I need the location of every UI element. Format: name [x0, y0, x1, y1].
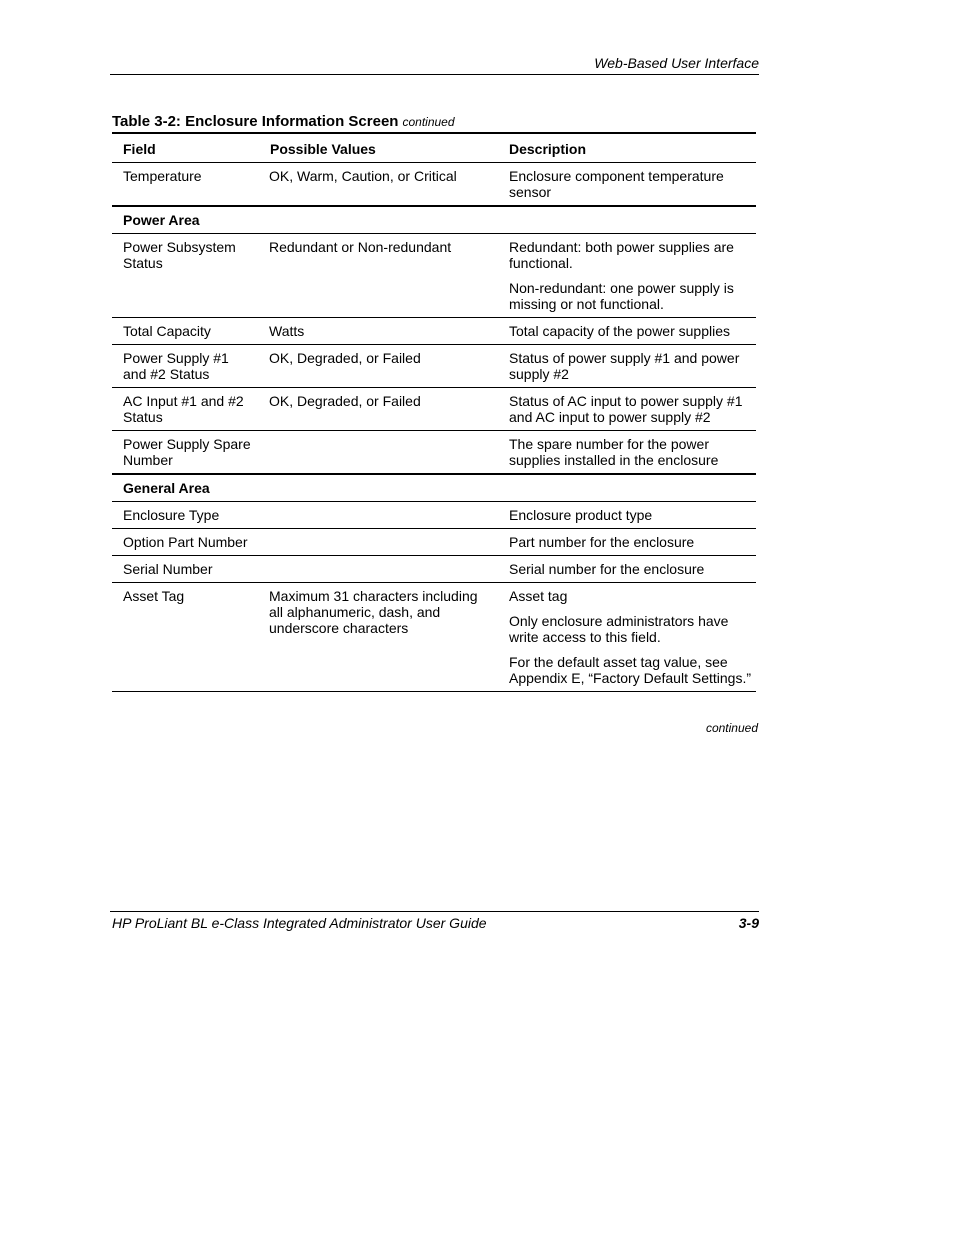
- description-paragraph: Total capacity of the power supplies: [509, 323, 731, 339]
- description-paragraph: Enclosure component temperature sensor: [509, 168, 724, 200]
- cell-description: [498, 345, 756, 388]
- column-header-possible-values: Possible Values: [270, 141, 376, 157]
- cell-description: [498, 234, 756, 318]
- page-number: 3-9: [738, 915, 759, 931]
- cell-field: Asset Tag: [112, 583, 258, 692]
- cell-possible-values: Watts: [258, 318, 498, 345]
- description-paragraph: Enclosure product type: [509, 507, 653, 523]
- cell-possible-values: OK, Warm, Caution, or Critical: [258, 163, 498, 207]
- table-continued-note: continued: [705, 721, 758, 735]
- table-caption: [112, 113, 455, 130]
- cell-field: Temperature: [112, 163, 258, 207]
- cell-field: Enclosure Type: [112, 502, 258, 529]
- cell-field: Power Supply #1 and #2 Status: [112, 345, 258, 388]
- table-row: [112, 318, 756, 345]
- cell-possible-values: [258, 556, 498, 583]
- header-rule: [110, 74, 759, 75]
- section-label: General Area: [112, 474, 756, 502]
- description-paragraph: For the default asset tag value, see Appendix E, “Factory Default Settings.”: [509, 654, 751, 686]
- description-paragraph: The spare number for the power supplies installed in the enclosure: [509, 436, 719, 468]
- table-body: [112, 163, 756, 692]
- description-paragraph: Non-redundant: one power supply is missing or not functional.: [509, 280, 734, 312]
- cell-description: [498, 163, 756, 207]
- description-paragraph: Asset tag: [509, 588, 568, 604]
- cell-field: Serial Number: [112, 556, 258, 583]
- cell-possible-values: [258, 502, 498, 529]
- description-paragraph: Serial number for the enclosure: [509, 561, 705, 577]
- table-section-row: [112, 206, 756, 234]
- table-caption-continued: continued: [402, 115, 455, 129]
- cell-description: [498, 502, 756, 529]
- cell-description: [498, 556, 756, 583]
- section-label: Power Area: [112, 206, 756, 234]
- footer-rule: [110, 911, 759, 912]
- table-section-row: [112, 474, 756, 502]
- table-caption-title: Table 3-2: Enclosure Information Screen: [112, 113, 399, 130]
- cell-field: Option Part Number: [112, 529, 258, 556]
- cell-possible-values: [258, 529, 498, 556]
- column-header-description: Description: [509, 141, 587, 157]
- table-row: [112, 234, 756, 318]
- footer-title: HP ProLiant BL e-Class Integrated Administrator User Guide: [112, 915, 487, 931]
- description-paragraph: Status of AC input to power supply #1 and AC input to power supply #2: [509, 393, 743, 425]
- cell-description: [498, 431, 756, 475]
- cell-field: AC Input #1 and #2 Status: [112, 388, 258, 431]
- cell-description: [498, 583, 756, 692]
- table-header-row: [112, 133, 756, 163]
- description-paragraph: Only enclosure administrators have write access to this field.: [509, 613, 729, 645]
- cell-description: [498, 388, 756, 431]
- cell-field: Power Subsystem Status: [112, 234, 258, 318]
- description-paragraph: Part number for the enclosure: [509, 534, 695, 550]
- table-row: [112, 388, 756, 431]
- description-paragraph: Redundant: both power supplies are functional.: [509, 239, 734, 271]
- cell-possible-values: Maximum 31 characters including all alphanumeric, dash, and underscore characters: [258, 583, 498, 692]
- column-header-field: Field: [123, 141, 156, 157]
- cell-possible-values: OK, Degraded, or Failed: [258, 345, 498, 388]
- cell-description: [498, 529, 756, 556]
- cell-description: [498, 318, 756, 345]
- table-row: [112, 163, 756, 207]
- table-row: [112, 529, 756, 556]
- cell-possible-values: [258, 431, 498, 475]
- enclosure-information-table: [112, 132, 756, 692]
- table-row: [112, 345, 756, 388]
- cell-possible-values: Redundant or Non-redundant: [258, 234, 498, 318]
- table-row: [112, 431, 756, 475]
- running-header: Web-Based User Interface: [594, 55, 759, 71]
- description-paragraph: Status of power supply #1 and power supply #2: [509, 350, 740, 382]
- cell-field: Power Supply Spare Number: [112, 431, 258, 475]
- cell-field: Total Capacity: [112, 318, 258, 345]
- cell-possible-values: OK, Degraded, or Failed: [258, 388, 498, 431]
- table-row: [112, 556, 756, 583]
- table-row: [112, 583, 756, 692]
- table-row: [112, 502, 756, 529]
